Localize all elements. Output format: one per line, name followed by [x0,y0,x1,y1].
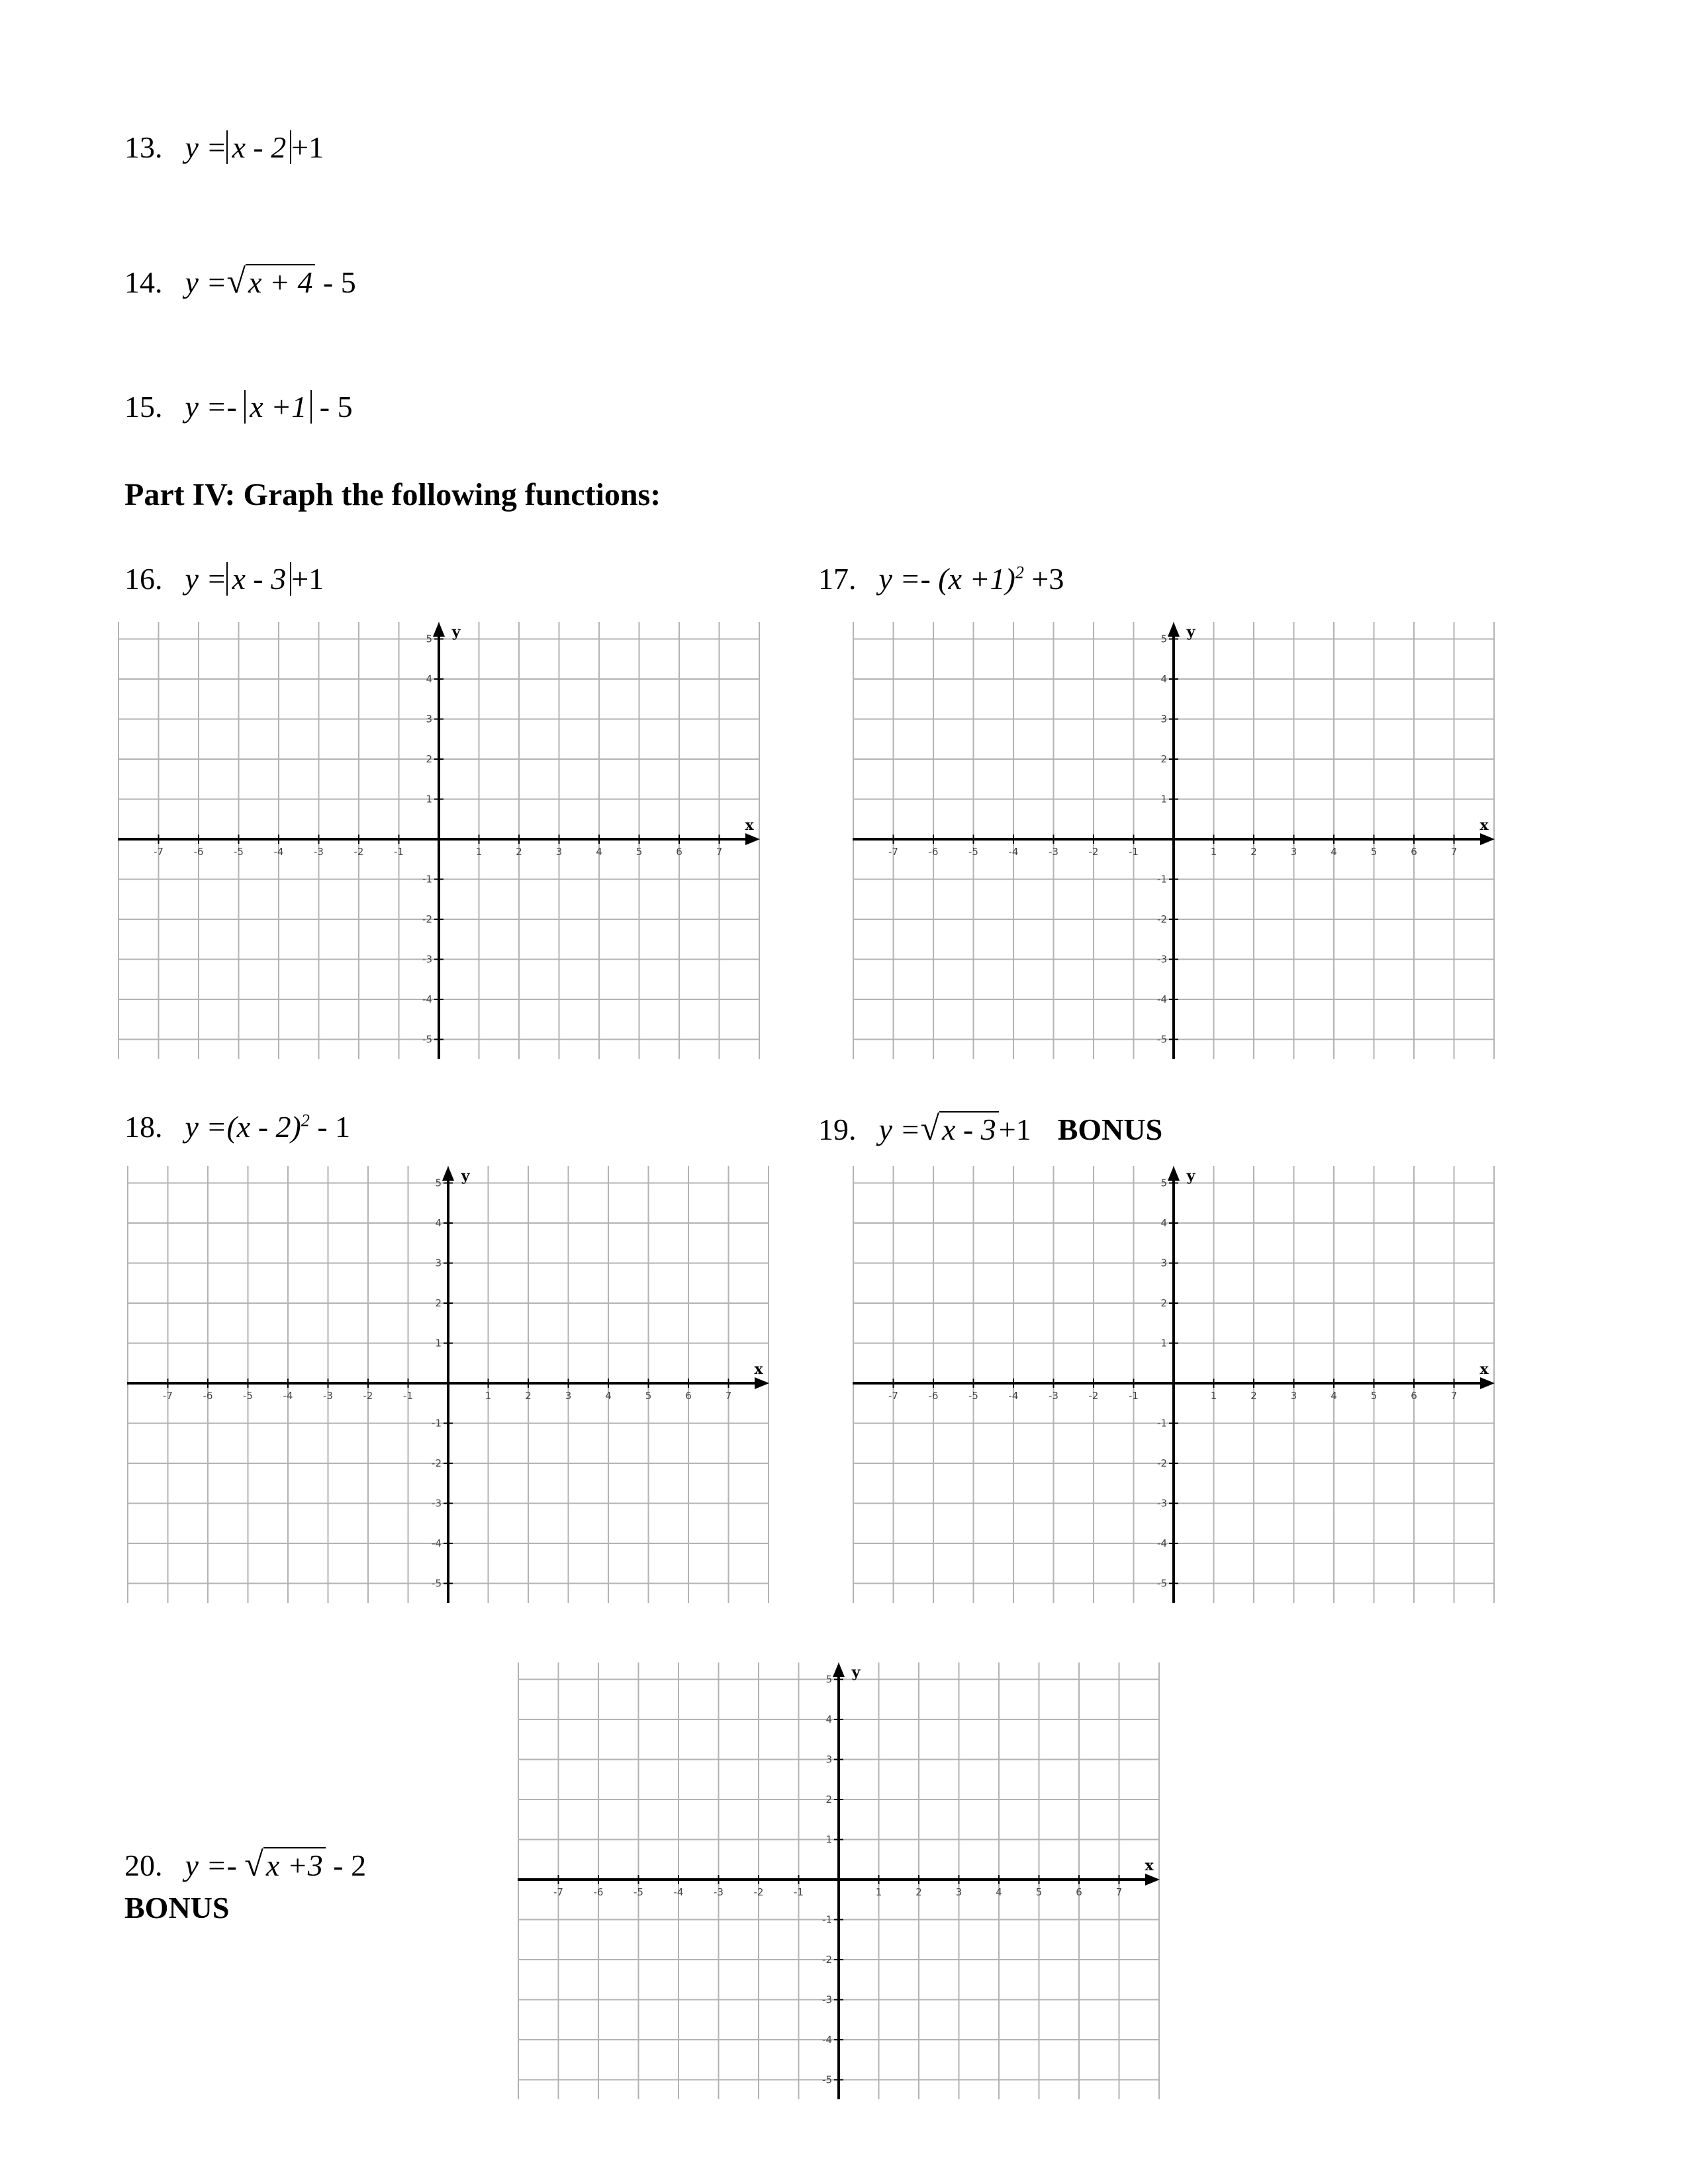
x-axis-label: x [754,1361,763,1378]
x-tick-label: 6 [685,1390,692,1402]
y-axis-arrow-icon [442,1166,454,1181]
x-tick-label: 7 [1115,1886,1123,1898]
bonus-label: BONUS [1057,1113,1163,1146]
y-tick-label: 3 [1160,713,1167,725]
equation-tail: - 2 [333,1848,367,1882]
radicand: x - 3 [939,1111,999,1146]
y-axis-label: y [461,1167,470,1185]
graph-17[interactable] [853,622,1495,1059]
x-tick-label: -1 [794,1886,804,1898]
y-axis-label: y [851,1664,861,1681]
x-tick-label: -4 [673,1886,684,1898]
x-tick-label: -4 [1008,846,1019,858]
x-tick-label: -1 [1129,846,1139,858]
y-tick-label: 2 [1160,753,1167,765]
x-tick-label: 7 [716,846,723,858]
problem-20 [124,1845,366,1884]
y-axis-label: y [1186,1167,1196,1185]
equation-lhs: y = [185,130,227,164]
x-tick-label: -6 [193,846,204,858]
x-tick-label: -2 [753,1886,764,1898]
x-tick-label: 6 [676,846,682,858]
y-axis-arrow-icon [1168,622,1180,637]
x-tick-label: -3 [1049,846,1058,858]
equation-base: (x +1) [938,562,1015,596]
y-axis-arrow-icon [1168,1166,1180,1181]
y-tick-label: 4 [825,1713,832,1725]
x-tick-label: -7 [553,1886,563,1898]
y-tick-label: -4 [1157,993,1167,1005]
graph-20[interactable] [518,1662,1160,2099]
coordinate-grid [853,622,1495,1059]
y-tick-label: 3 [825,1753,832,1766]
problem-number: 16. [124,562,163,596]
problem-number: 14. [124,265,163,299]
y-tick-label: -4 [432,1537,442,1549]
x-tick-label: 7 [1450,1390,1458,1402]
x-tick-label: -5 [243,1390,253,1402]
y-axis-arrow-icon [833,1662,845,1677]
exponent: 2 [1015,563,1024,582]
x-tick-label: 5 [635,846,643,858]
y-tick-label: -1 [1157,873,1167,886]
x-tick-label: -6 [928,846,939,858]
x-tick-label: -6 [928,1390,939,1402]
x-tick-label: 5 [1370,846,1378,858]
x-axis-label: x [1479,1361,1489,1378]
x-tick-label: -1 [1129,1390,1139,1402]
y-tick-label: 3 [1160,1257,1167,1269]
y-tick-label: -5 [422,1033,432,1046]
equation-lhs: y =- [185,390,237,424]
x-axis-label: x [1479,817,1489,834]
y-axis-arrow-icon [433,622,445,637]
y-tick-label: -3 [432,1497,442,1510]
equation-tail: +1 [998,1113,1031,1146]
equation-tail: - 5 [322,265,356,299]
problem-17 [818,561,1064,596]
y-tick-label: -1 [822,1913,832,1926]
y-tick-label: -1 [422,873,432,886]
x-tick-label: 4 [605,1390,612,1402]
x-tick-label: 3 [565,1390,572,1402]
x-tick-label: 2 [915,1886,922,1898]
problem-14 [124,262,356,301]
x-tick-label: -3 [1049,1390,1058,1402]
radical-sign-icon: √ [226,263,246,300]
y-tick-label: -5 [822,2073,832,2086]
equation-base: (x - 2) [226,1110,301,1144]
problem-number: 19. [818,1113,857,1146]
radicand: x +3 [263,1847,326,1882]
x-tick-label: -2 [363,1390,373,1402]
y-tick-label: -2 [432,1457,442,1469]
x-axis-arrow-icon [1480,1377,1495,1389]
x-tick-label: -6 [593,1886,604,1898]
y-tick-label: 5 [1160,1177,1167,1189]
y-tick-label: 4 [1160,1217,1167,1229]
coordinate-grid [518,1662,1160,2099]
y-tick-label: -2 [822,1954,832,1966]
y-tick-label: 2 [426,753,432,765]
x-axis-arrow-icon [1145,1874,1160,1886]
x-tick-label: -2 [1088,1390,1099,1402]
x-tick-label: 2 [1250,1390,1257,1402]
problem-number: 13. [124,130,163,164]
problem-15 [124,389,353,424]
part-iv-heading: Part IV: Graph the following functions: [124,477,661,512]
y-tick-label: -3 [822,1993,832,2006]
x-tick-label: 1 [1210,1390,1217,1402]
x-tick-label: 1 [1210,846,1217,858]
y-tick-label: 1 [1160,1337,1167,1349]
x-tick-label: 1 [485,1390,492,1402]
x-tick-label: -7 [888,846,898,858]
problem-16 [124,561,324,596]
x-tick-label: 3 [555,846,563,858]
y-tick-label: 1 [435,1337,442,1349]
x-tick-label: -2 [353,846,364,858]
absolute-value: x - 2 [226,130,291,164]
y-axis-label: y [1186,623,1196,641]
x-axis-arrow-icon [755,1377,769,1389]
x-tick-label: -4 [283,1390,293,1402]
x-tick-label: -5 [234,846,244,858]
x-tick-label: 4 [996,1886,1002,1898]
x-tick-label: -1 [394,846,404,858]
equation-tail: +1 [291,130,324,164]
y-tick-label: -2 [1157,1457,1167,1469]
x-tick-label: 6 [1411,1390,1417,1402]
x-tick-label: -7 [163,1390,173,1402]
problem-number: 15. [124,390,163,424]
x-tick-label: 7 [725,1390,732,1402]
equation-lhs: y = [878,1113,921,1146]
x-tick-label: 2 [1250,846,1257,858]
x-tick-label: 4 [1331,846,1337,858]
problem-19 [818,1109,1162,1148]
y-tick-label: -4 [1157,1537,1167,1549]
x-tick-label: -5 [968,846,978,858]
y-tick-label: -3 [1157,953,1167,966]
x-tick-label: 3 [1290,1390,1297,1402]
y-tick-label: -5 [1157,1577,1167,1590]
x-tick-label: -7 [888,1390,898,1402]
graph-16[interactable] [118,622,760,1059]
x-axis-label: x [745,817,754,834]
x-tick-label: -4 [1008,1390,1019,1402]
equation-tail: - 5 [319,390,353,424]
problem-number: 17. [818,562,857,596]
x-tick-label: -3 [314,846,324,858]
x-tick-label: 6 [1076,1886,1082,1898]
equation-tail: +1 [291,562,324,596]
bonus-label: BONUS [124,1891,230,1925]
y-tick-label: 2 [825,1794,832,1805]
y-tick-label: -4 [422,993,432,1005]
x-tick-label: 4 [1331,1390,1337,1402]
problem-number: 18. [124,1110,163,1144]
x-tick-label: 1 [475,846,483,858]
y-tick-label: 1 [1160,793,1167,805]
y-tick-label: 4 [435,1217,442,1229]
y-tick-label: -1 [432,1417,442,1430]
graph-19[interactable] [853,1166,1495,1603]
y-tick-label: 5 [426,633,432,645]
graph-18[interactable] [127,1166,769,1603]
radicand: x + 4 [246,264,315,299]
problem-13 [124,130,324,165]
y-tick-label: -1 [1157,1417,1167,1430]
radical-sign-icon: √ [920,1110,940,1148]
y-tick-label: 2 [435,1297,442,1309]
y-tick-label: 5 [825,1673,832,1686]
x-tick-label: 1 [875,1886,882,1898]
x-tick-label: -6 [203,1390,213,1402]
equation-lhs: y = [185,562,227,596]
y-tick-label: 4 [1160,673,1167,685]
y-tick-label: -3 [422,953,432,966]
x-tick-label: 5 [1370,1390,1378,1402]
x-tick-label: -2 [1088,846,1099,858]
y-tick-label: 3 [426,713,432,725]
coordinate-grid [127,1166,769,1603]
x-tick-label: 3 [955,1886,962,1898]
x-axis-arrow-icon [1480,833,1495,845]
x-tick-label: -7 [154,846,164,858]
equation-lhs: y =- [878,562,931,596]
equation-tail: - 1 [317,1110,351,1144]
x-tick-label: 2 [525,1390,532,1402]
x-tick-label: -1 [403,1390,413,1402]
radical-sign-icon: √ [244,1846,263,1884]
y-tick-label: 1 [426,793,432,805]
problem-18 [124,1109,350,1144]
y-tick-label: 2 [1160,1297,1167,1309]
equation-lhs: y = [185,1110,227,1144]
y-tick-label: -2 [1157,913,1167,925]
y-tick-label: -5 [432,1577,442,1590]
x-tick-label: 6 [1411,846,1417,858]
x-tick-label: 4 [596,846,602,858]
y-tick-label: -4 [822,2034,832,2046]
coordinate-grid [118,622,760,1059]
y-tick-label: 5 [1160,633,1167,645]
x-tick-label: 2 [516,846,522,858]
equation-tail: +3 [1031,562,1064,596]
y-tick-label: 5 [435,1177,442,1189]
x-tick-label: -3 [323,1390,333,1402]
y-axis-label: y [451,623,461,641]
x-tick-label: 3 [1290,846,1297,858]
x-tick-label: -4 [273,846,284,858]
x-tick-label: 5 [1035,1886,1043,1898]
x-tick-label: 5 [645,1390,652,1402]
x-axis-arrow-icon [745,833,760,845]
x-tick-label: 7 [1450,846,1458,858]
absolute-value: x +1 [244,390,312,424]
y-tick-label: 3 [435,1257,442,1269]
equation-lhs: y = [185,265,227,299]
problem-number: 20. [124,1848,163,1882]
x-tick-label: -5 [968,1390,978,1402]
x-tick-label: -5 [633,1886,643,1898]
equation-lhs: y =- [185,1848,237,1882]
y-tick-label: 4 [426,673,432,685]
y-tick-label: -2 [422,913,432,925]
y-tick-label: -3 [1157,1497,1167,1510]
x-axis-label: x [1145,1857,1154,1874]
y-tick-label: 1 [825,1833,832,1846]
x-tick-label: -3 [714,1886,724,1898]
absolute-value: x - 3 [226,562,291,596]
coordinate-grid [853,1166,1495,1603]
y-tick-label: -5 [1157,1033,1167,1046]
exponent: 2 [301,1111,310,1130]
